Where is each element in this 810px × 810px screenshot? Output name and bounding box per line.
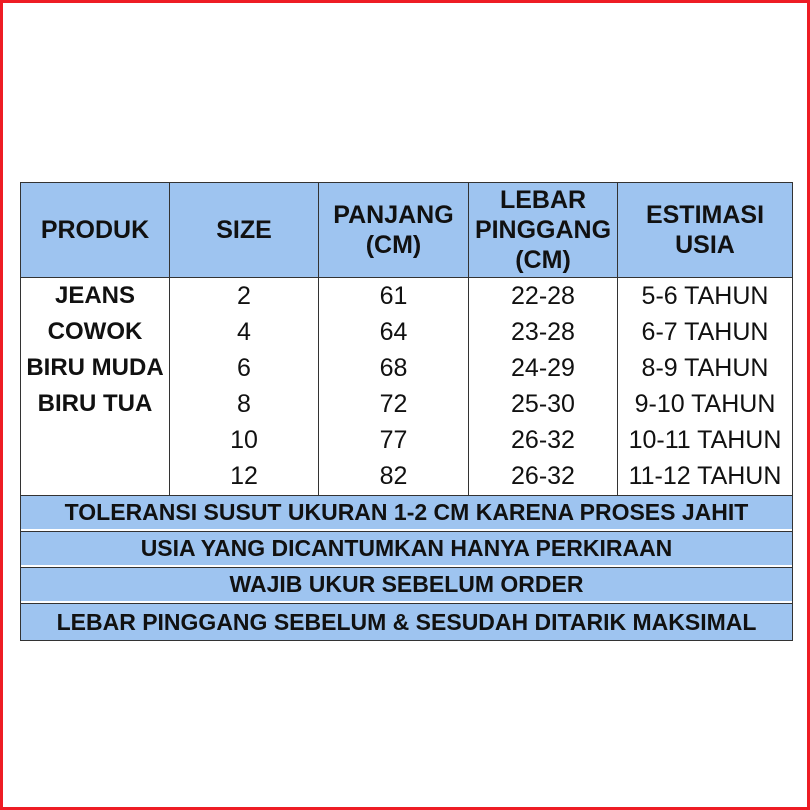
usia-value: 6-7 TAHUN bbox=[641, 317, 769, 346]
size-value: 6 bbox=[237, 353, 251, 382]
size-column bbox=[170, 278, 319, 495]
lebar-value: 24-29 bbox=[511, 353, 575, 382]
size-value: 4 bbox=[237, 317, 251, 346]
product-line: JEANS bbox=[54, 282, 136, 309]
lebar-value: 26-32 bbox=[511, 461, 575, 490]
table-header bbox=[21, 183, 792, 278]
product-line: BIRU MUDA bbox=[26, 354, 164, 381]
size-value: 2 bbox=[237, 281, 251, 310]
note-wajib-ukur: WAJIB UKUR SEBELUM ORDER bbox=[21, 567, 792, 601]
produk-column bbox=[21, 278, 170, 495]
usia-value: 9-10 TAHUN bbox=[634, 389, 776, 418]
panjang-column bbox=[319, 278, 469, 495]
lebar-value: 26-32 bbox=[511, 425, 575, 454]
note-lebar-pinggang: LEBAR PINGGANG SEBELUM & SESUDAH DITARIK MAKSIMAL bbox=[21, 603, 792, 640]
size-value: 12 bbox=[230, 461, 258, 490]
lebar-column bbox=[469, 278, 618, 495]
lebar-value: 22-28 bbox=[511, 281, 575, 310]
header-estimasi-usia: ESTIMASI USIA bbox=[645, 201, 765, 259]
size-value: 10 bbox=[230, 425, 258, 454]
panjang-value: 82 bbox=[379, 461, 408, 490]
usia-value: 8-9 TAHUN bbox=[641, 353, 769, 382]
panjang-value: 72 bbox=[379, 389, 408, 418]
usia-value: 11-12 TAHUN bbox=[628, 461, 782, 490]
note-usia: USIA YANG DICANTUMKAN HANYA PERKIRAAN bbox=[21, 531, 792, 565]
header-panjang: PANJANG (CM) bbox=[319, 183, 469, 277]
panjang-value: 64 bbox=[379, 317, 408, 346]
size-chart-table bbox=[20, 182, 793, 641]
product-line: BIRU TUA bbox=[37, 390, 153, 417]
note-toleransi: TOLERANSI SUSUT UKURAN 1-2 CM KARENA PROSES JAHIT bbox=[21, 495, 792, 529]
header-size: SIZE bbox=[170, 183, 319, 277]
usia-value: 5-6 TAHUN bbox=[641, 281, 769, 310]
header-lebar-pinggang: LEBAR PINGGANG (CM) bbox=[469, 183, 618, 277]
usia-value: 10-11 TAHUN bbox=[628, 425, 782, 454]
size-value: 8 bbox=[237, 389, 251, 418]
usia-column bbox=[618, 278, 792, 495]
lebar-value: 23-28 bbox=[511, 317, 575, 346]
panjang-value: 77 bbox=[379, 425, 408, 454]
lebar-value: 25-30 bbox=[511, 389, 575, 418]
panjang-value: 61 bbox=[379, 281, 408, 310]
product-line: COWOK bbox=[47, 318, 143, 345]
header-produk: PRODUK bbox=[21, 183, 170, 277]
panjang-value: 68 bbox=[379, 353, 408, 382]
table-body bbox=[21, 278, 792, 495]
